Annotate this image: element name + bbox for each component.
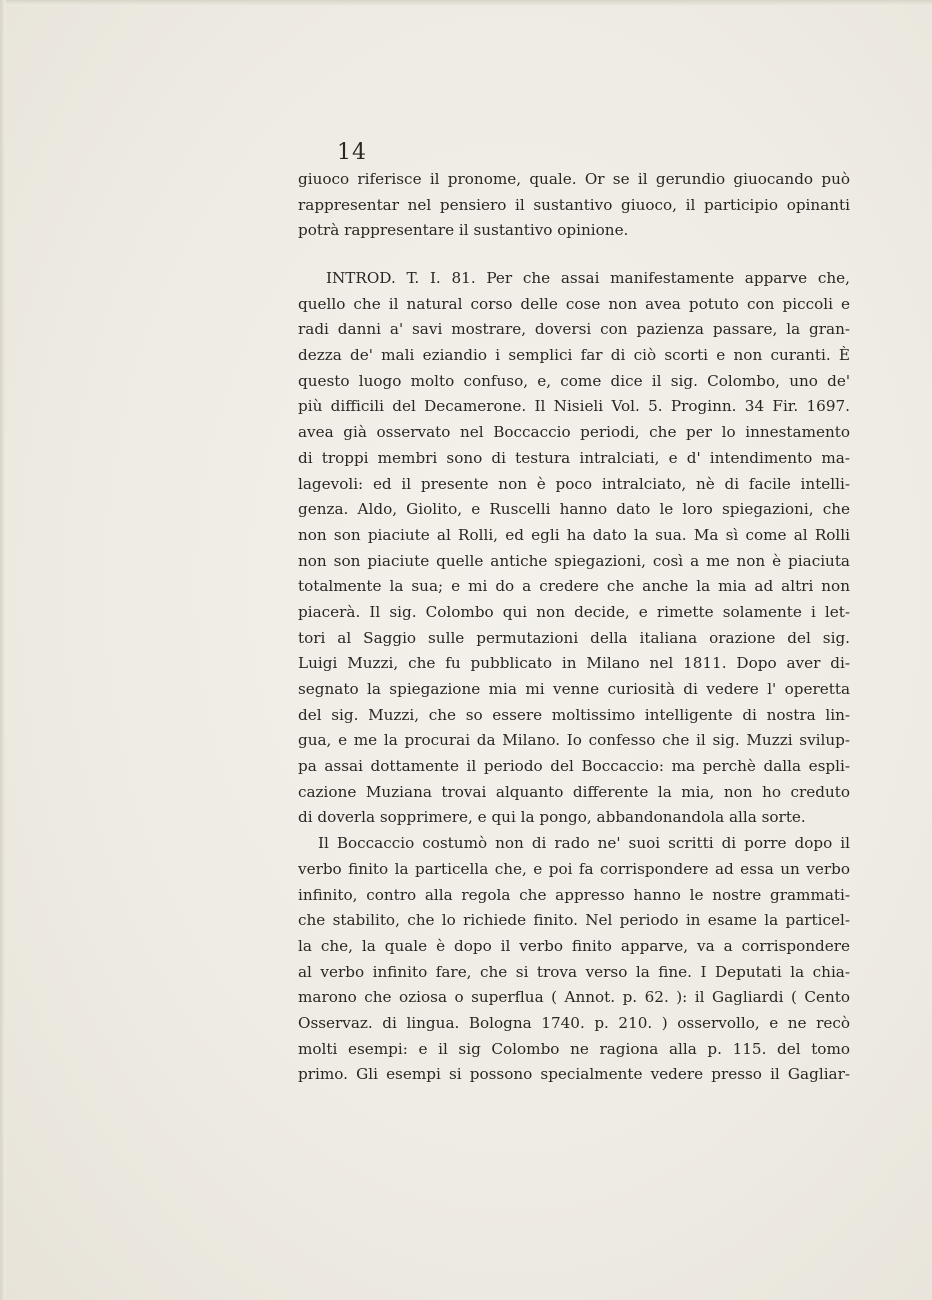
text-line: Il Boccaccio costumò non di rado ne' suoi scritti di porre dopo il [318,834,850,853]
text-line: gua, e me la procurai da Milano. Io confesso che il sig. Muzzi svilup- [298,731,850,750]
text-line: più difficili del Decamerone. Il Nisieli Vol. 5. Proginn. 34 Fir. 1697. [298,397,850,416]
text-line: genza. Aldo, Giolito, e Ruscelli hanno dato le loro spiegazioni, che [298,500,850,519]
paragraph-2 [298,266,850,1088]
text-line: piacerà. Il sig. Colombo qui non decide, e rimette solamente i let- [298,602,850,621]
page-edge-top [0,0,932,6]
text-line: che stabilito, che lo richiede finito. Nel periodo in esame la particel- [298,911,850,930]
text-line: la che, la quale è dopo il verbo finito apparve, va a corrispondere [298,936,850,955]
text-line: primo. Gli esempi si possono specialmente vedere presso il Gagliar- [298,1065,850,1084]
text-line: non son piaciute al Rolli, ed egli ha dato la sua. Ma sì come al Rolli [298,525,850,544]
page-edge-left [0,0,6,1300]
text-line: marono che oziosa o superflua ( Annot. p. 62. ): il Gagliardi ( Cento [298,988,850,1007]
text-line: di troppi membri sono di testura intralciati, e d' intendimento ma- [298,448,850,467]
text-line: Luigi Muzzi, che fu pubblicato in Milano nel 1811. Dopo aver di- [298,654,850,673]
text-line: potrà rappresentare il sustantivo opinione. [298,221,629,240]
text-line: infinito, contro alla regola che appresso hanno le nostre grammati- [298,885,850,904]
page-number: 14 [337,140,367,165]
text-line: tori al Saggio sulle permutazioni della italiana orazione del sig. [298,628,850,647]
text-line: molti esempi: e il sig Colombo ne ragiona alla p. 115. del tomo [298,1039,850,1058]
text-line: lagevoli: ed il presente non è poco intralciato, nè di facile intelli- [298,474,850,493]
text-line: al verbo infinito fare, che si trova verso la fine. I Deputati la chia- [298,962,850,981]
paragraph-1 [298,167,850,244]
text-line: di doverla sopprimere, e qui la pongo, abbandonandola alla sorte. [298,808,806,827]
text-line: quello che il natural corso delle cose non avea potuto con piccoli e [298,294,850,313]
text-line: segnato la spiegazione mia mi venne curiosità di vedere l' operetta [298,680,850,698]
text-line: verbo finito la particella che, e poi fa corrispondere ad essa un verbo [298,859,850,878]
text-line: dezza de' mali eziandio i semplici far di ciò scorti e non curanti. È [298,346,850,365]
text-line: totalmente la sua; e mi do a credere che anche la mia ad altri non [298,577,850,596]
text-line: non son piaciute quelle antiche spiegazioni, così a me non è piaciuta [298,551,850,570]
text-line: rappresentar nel pensiero il sustantivo giuoco, il participio opinanti [298,195,850,214]
text-line: giuoco riferisce il pronome, quale. Or se il gerundio giuocando può [298,170,850,188]
text-line: del sig. Muzzi, che so essere moltissimo intelligente di nostra lin- [298,705,850,724]
text-line: Osservaz. di lingua. Bologna 1740. p. 210. ) osservollo, e ne recò [298,1013,850,1032]
text-line: avea già osservato nel Boccaccio periodi, che per lo innestamento [298,423,850,442]
text-line: pa assai dottamente il periodo del Boccaccio: ma perchè dalla espli- [298,757,850,776]
text-line: questo luogo molto confuso, e, come dice il sig. Colombo, uno de' [298,371,850,390]
text-line: radi danni a' savi mostrare, doversi con pazienza passare, la gran- [298,320,850,339]
text-line: INTROD. T. I. 81. Per che assai manifestamente apparve che, [326,269,850,287]
text-line: cazione Muziana trovai alquanto differente la mia, non ho creduto [298,782,850,801]
